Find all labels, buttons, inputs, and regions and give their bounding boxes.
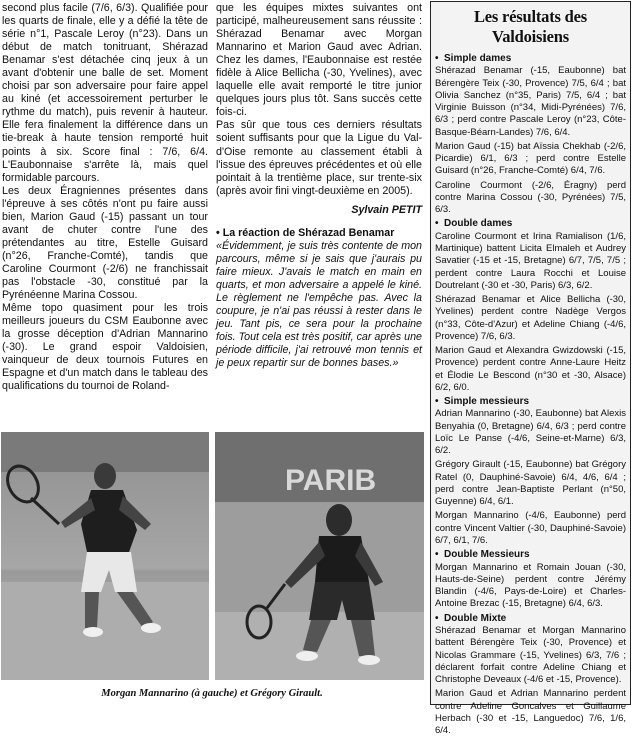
reaction-heading: • La réaction de Shérazad Benamar — [216, 226, 395, 239]
article-column-1 — [2, 2, 208, 393]
photo-gregory-girault-image — [215, 432, 424, 680]
result-item: Caroline Courmont (-2/6, Éragny) perd contre Marina Cossou (-30, Pyrénées) 7/5, 6/3. — [435, 179, 626, 216]
section-title: • Double dames — [435, 218, 513, 230]
author-signature: Sylvain PETIT — [351, 203, 422, 216]
sidebar-title: Les résultats des Valdoisiens — [473, 7, 587, 46]
result-item: Morgan Mannarino et Romain Jouan (-30, Hauts-de-Seine) perdent contre Jérémy Blandin (-4/6, Pays-de-Loire) et Charles-Antoine Brezac (-15, Bretagne) 6/4, 6/3. — [435, 561, 626, 610]
article-paragraph: que les équipes mixtes suivantes ont participé, malheureusement sans réussite : Shérazad Benamar avec Morgan Mannarino et Marion Gaud avec Adrian. Chez les dames, l'Eaubonnaise est restée fidèle à Alice Bellicha (-30, Yvelines), avec laquelle elle avait remporté le titre junior quelques jours plus tôt. Sans succès cette fois-ci. — [216, 2, 422, 119]
article-paragraph: Les deux Éragniennes présentes dans l'épreuve à ses côtés n'ont pu faire aussi bien, Marion Gaud (-15) passant un tour avant de chuter contre l'une des prétendantes au titre, Estelle Guisard (n°26, Franche-Comté), tandis que Caroline Courmont (-2/6) ne franchissait pas l'obstacle -30, constitué par la Pyrénéenne Marina Cossou. — [2, 184, 208, 302]
section-title: • Simple dames — [435, 53, 512, 64]
photo-banner-text: PARIB — [285, 464, 377, 497]
results-section — [435, 53, 626, 216]
result-item: Marion Gaud et Adrian Mannarino perdent contre Adeline Goncalves et Guillaume Herbach (-30 et -15, Languedoc) 7/6, 1/6, 6/4. — [435, 688, 626, 737]
results-sidebar — [430, 1, 631, 737]
bullet-icon: • — [435, 549, 439, 561]
photo-gregory-girault — [215, 432, 424, 680]
results-section — [435, 396, 626, 547]
bullet-icon: • — [435, 396, 439, 408]
section-title: • Double Messieurs — [435, 549, 530, 561]
result-item: Marion Gaud et Alexandra Gwizdowski (-15, Provence) perdent contre Anne-Laure Heitz et Élodie Le Bescond (n°30 et -30, Alsace) 6/2, 6/0. — [435, 345, 626, 393]
results-section — [435, 549, 626, 610]
results-section — [435, 218, 626, 394]
photo-caption: Morgan Mannarino (à gauche) et Grégory Girault. — [101, 688, 323, 699]
result-item: Grégory Girault (-15, Eaubonne) bat Grégory Ratel (0, Dauphiné-Savoie) 6/4, 4/6, 6/4 ; perd contre Jean-Baptiste Perlant (n°50, Guyenne) 6/4, 6/1. — [435, 459, 626, 508]
article-paragraph: Pas sûr que tous ces derniers résultats soient suffisants pour que la Ligue du Val-d'Oise remonte au classement établi à l'issue des épreuves précédentes et où elle pointait à la trentième place, sur trente-six (après avoir fini vingt-deuxième en 2005). — [216, 119, 422, 197]
result-item: Morgan Mannarino (-4/6, Eaubonne) perd contre Vincent Valtier (-30, Dauphiné-Savoie) 6/7, 6/1, 7/6. — [435, 510, 626, 546]
result-item: Shérazad Benamar et Morgan Mannarino battent Bérengère Teix (-30, Provence) et Nicolas Grammare (-15, Yvelines) 6/3, 7/6 ; déclarent forfait contre Adeline Chiang et Christophe Deveaux (-4/6 et -15, Provence). — [435, 625, 626, 686]
results-section — [435, 613, 626, 737]
article-column-2 — [216, 2, 422, 370]
result-item: Shérazad Benamar (-15, Eaubonne) bat Bérengère Teix (-30, Provence) 7/5, 6/4 ; bat Olivia Sanchez (n°35, Paris) 7/5, 6/4 ; bat Virginie Buisson (n°34, Midi-Pyrénées) 7/6, 6/3 ; perd contre Pascale Leroy (n°23, Côte-Basque-Béarn-Landes) 7/6, 6/4. — [435, 65, 626, 138]
bullet-icon: • — [435, 53, 439, 64]
result-item: Shérazad Benamar et Alice Bellicha (-30, Yvelines) perdent contre Nadège Vergos (n°33, Côte-d'Azur) et Adeline Chiang (-4/6, Provence) 7/6, 6/3. — [435, 294, 626, 342]
photo-morgan-mannarino — [1, 432, 209, 680]
reaction-quote: «Évidemment, je suis très contente de mon parcours, même si je sais que j'aurais pu faire mieux. J'avais le match en main en quarts, et mon adversaire a appelé le kiné. Le règlement ne l'empêche pas. Avec la coupure, je n'ai pas réussi à rester dans le jeu. Tant pis, ce sera pour la prochaine fois. Tout cela est très positif, car après une période difficile, j'ai retrouvé mon tennis et je peux repartir sur de bonnes bases.» — [216, 239, 422, 370]
article-paragraph: second plus facile (7/6, 6/3). Qualifiée pour les quarts de finale, elle y a défié la tête de série n°1, Pascale Leroy (n°23). Dans un début de match tonitruant, Shérazad Benamar s'est détachée cinq jeux à un avant d'obtenir une balle de set. Moment choisi par son adversaire pour faire appel au kiné (et accessoirement perturber le rythme du match), puis revenir à hauteur. Elle fera finalement la différence dans un tie-break à haute tension remporté huit points à six. Score final : 7/6, 6/4. L'Eaubonnaise s'arrête là, mais quel formidable parcours. — [2, 2, 208, 184]
section-title: • Simple messieurs — [435, 396, 530, 408]
result-item: Caroline Courmont et Irina Ramialison (1/6, Martinique) battent Licita Elmaleh et Audrey Savatier (-15 et -15, Bretagne) 6/7, 7/5, 7/5 ; perdent contre Laura Rocchi et Louise Doutrelant (-30 et -30, Paris) 6/3, 6/2. — [435, 230, 626, 291]
result-item: Adrian Mannarino (-30, Eaubonne) bat Alexis Benyahia (0, Bretagne) 6/4, 6/3 ; perd contre Loïc Le Panse (-4/6, Seine-et-Marne) 6/3, 6/2. — [435, 408, 626, 457]
bullet-icon: • — [435, 612, 439, 624]
section-title: • Double Mixte — [435, 612, 507, 624]
photo-morgan-mannarino-image — [1, 432, 209, 680]
bullet-icon: • — [435, 218, 439, 230]
article-paragraph: Même topo quasiment pour les trois meilleurs joueurs du CSM Eaubonne avec la grosse déception d'Adrian Mannarino (-30). Le grand espoir Valdoisien, vainqueur de deux tournois Futures en Espagne et d'un match dans le tableau des qualifications du tournoi de Roland- — [2, 302, 208, 393]
result-item: Marion Gaud (-15) bat Aïssia Chekhab (-2/6, Picardie) 6/1, 6/3 ; perd contre Estelle Guisard (n°26, Franche-Comté) 6/4, 7/6. — [435, 140, 626, 177]
